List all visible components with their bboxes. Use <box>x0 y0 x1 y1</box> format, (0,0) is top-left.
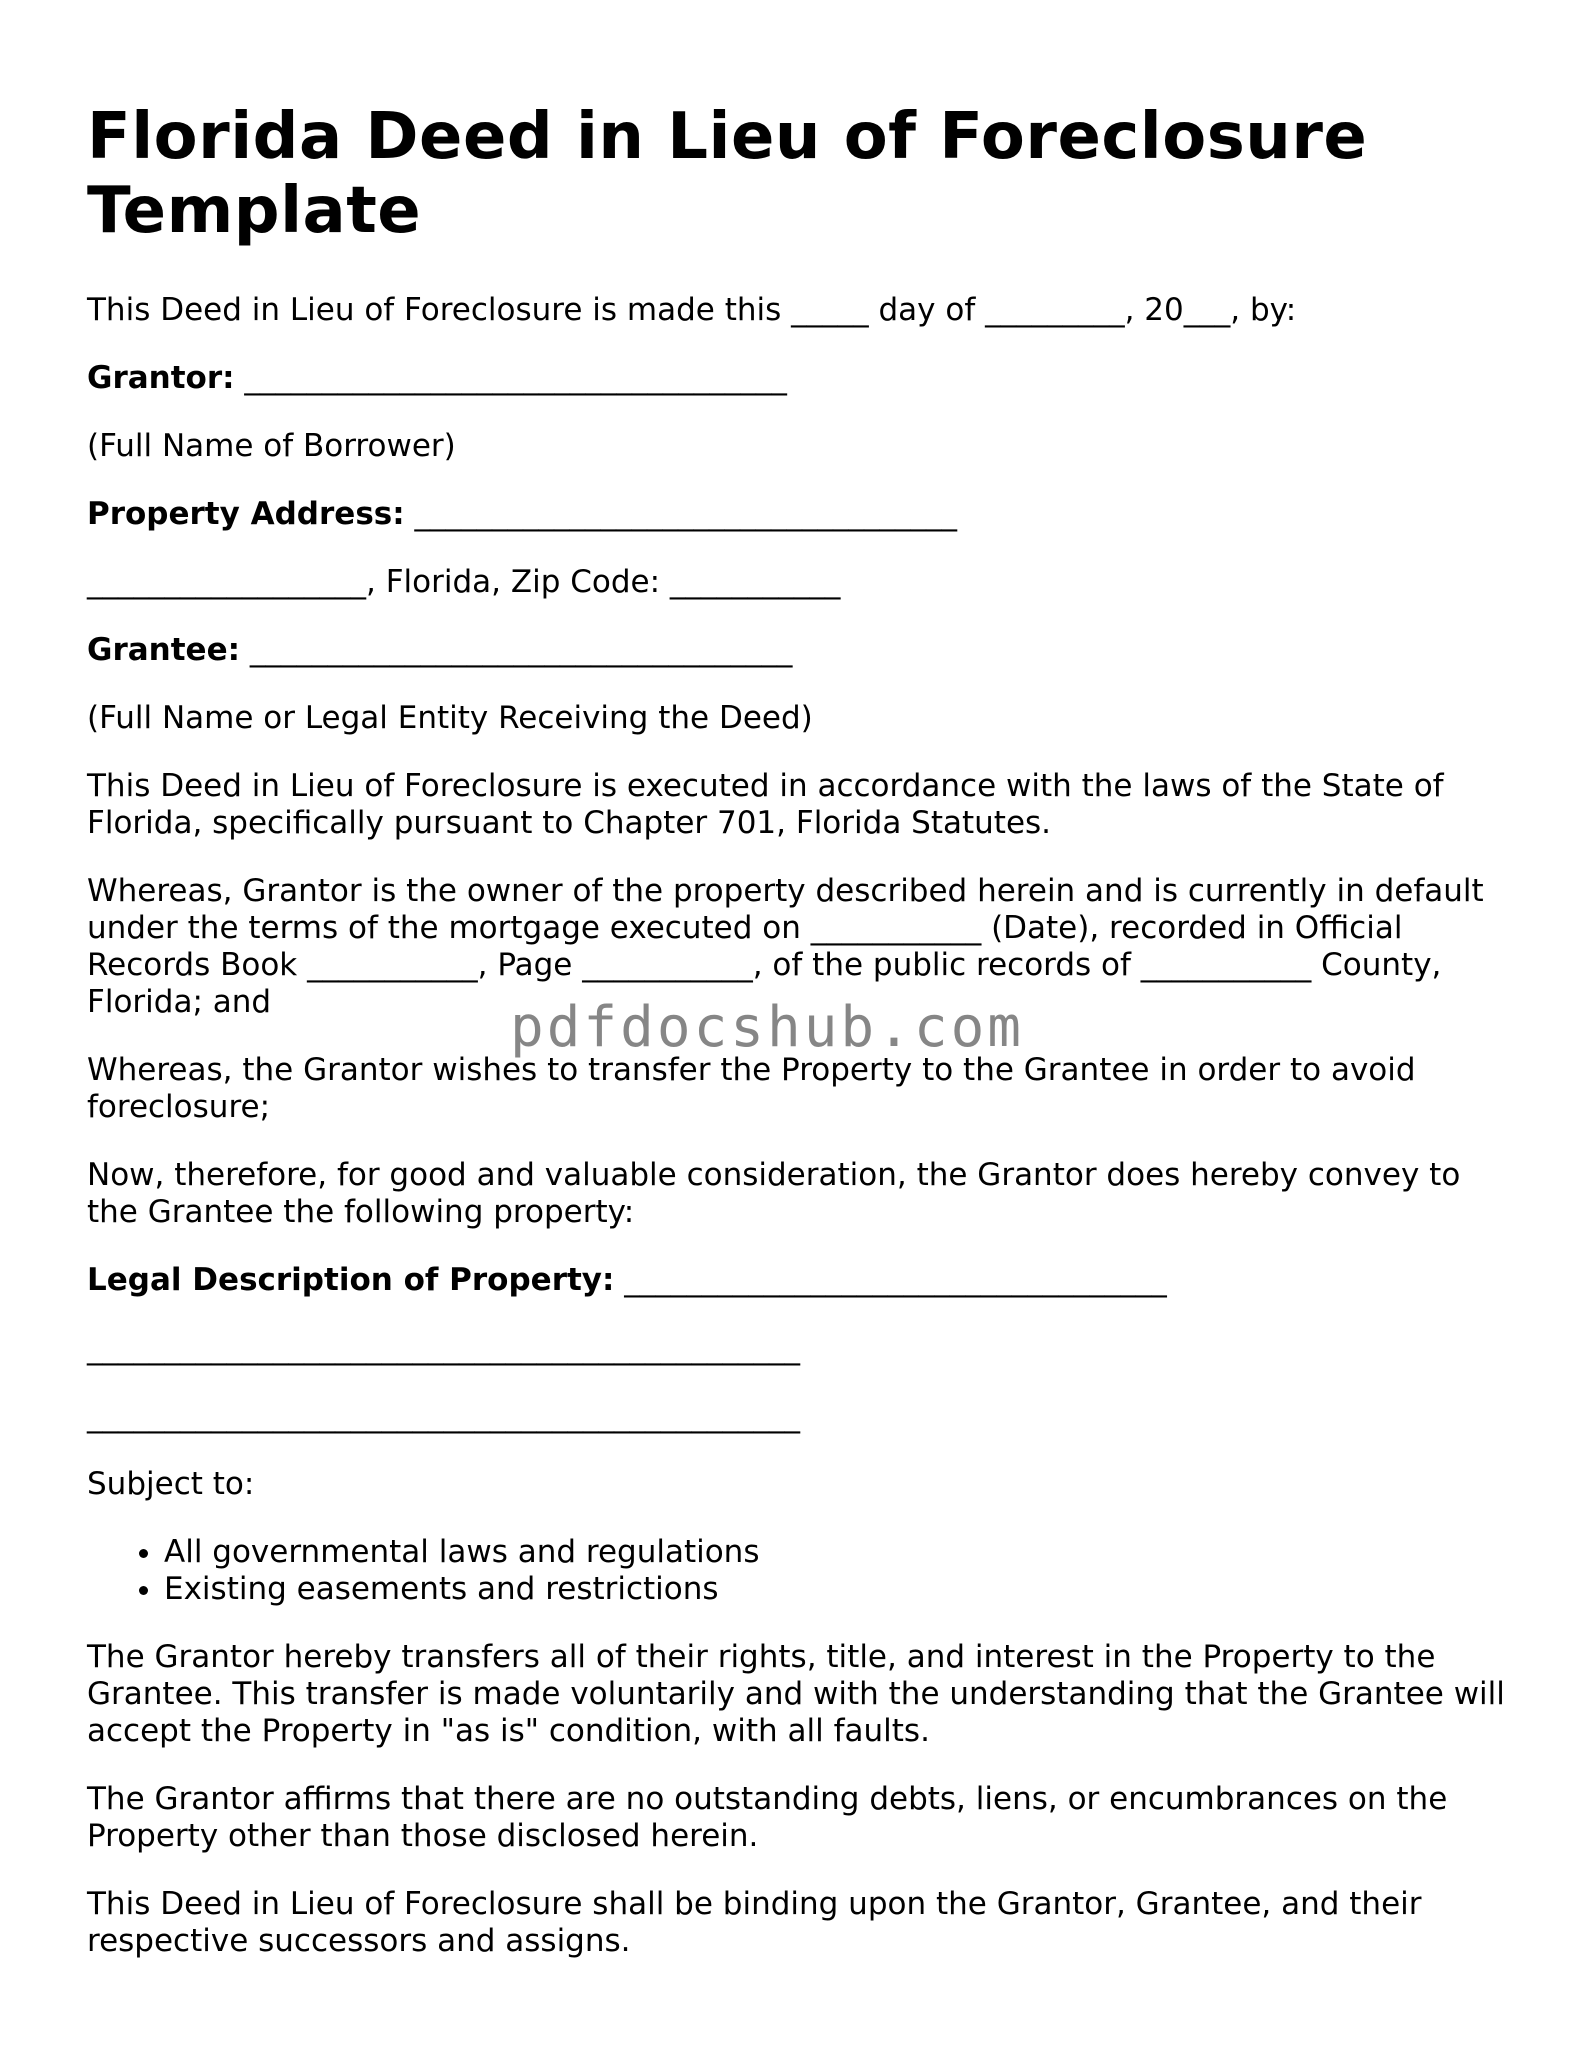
grantee-blank: ___________________________________ <box>240 632 793 668</box>
legal-description-blank: ___________________________________ <box>614 1262 1167 1298</box>
intro-paragraph: This Deed in Lieu of Foreclosure is made this _____ day of _________, 20___, by: <box>87 292 1297 328</box>
transfer-paragraph: The Grantor hereby transfers all of their rights, title, and interest in the Property to the Grantee. This transfer is made voluntarily and with the understanding that the Grantee will accept the Property in "as is" condition, with all faults. <box>87 1639 1505 1749</box>
grantor-blank: ___________________________________ <box>234 360 787 396</box>
document-title: Florida Deed in Lieu of Foreclosure Template <box>87 100 1368 248</box>
whereas-default-paragraph: Whereas, Grantor is the owner of the property described herein and is currently in default under the terms of the mortgage executed on ___________ (Date), recorded in Official Records Book ___________, Page ___________, of the public records of ___________ County, Florida; and <box>87 873 1484 1020</box>
now-therefore-paragraph: Now, therefore, for good and valuable consideration, the Grantor does hereby convey to the Grantee the following property: <box>87 1157 1461 1230</box>
grantee-label: Grantee: <box>87 632 240 668</box>
grantor-line <box>87 360 1517 397</box>
grantor-note: (Full Name of Borrower) <box>87 428 456 464</box>
whereas-transfer-paragraph: Whereas, the Grantor wishes to transfer the Property to the Grantee in order to avoid foreclosure; <box>87 1052 1416 1125</box>
legal-description-label: Legal Description of Property: <box>87 1262 615 1298</box>
binding-paragraph: This Deed in Lieu of Foreclosure shall be binding upon the Grantor, Grantee, and their respective successors and assigns. <box>87 1886 1422 1959</box>
property-address-line <box>87 496 1517 533</box>
property-address-label: Property Address: <box>87 496 405 532</box>
subject-to-label: Subject to: <box>87 1466 255 1502</box>
legal-description-line <box>87 1262 1517 1299</box>
affirm-paragraph: The Grantor affirms that there are no outstanding debts, liens, or encumbrances on the Property other than those disclosed herein. <box>87 1781 1448 1854</box>
legal-description-line-3: ______________________________________________ <box>87 1398 800 1434</box>
list-item: • All governmental laws and regulations <box>164 1534 1517 1571</box>
legal-description-line-2: ______________________________________________ <box>87 1330 800 1366</box>
grantor-label: Grantor: <box>87 360 235 396</box>
list-item: • Existing easements and restrictions <box>164 1571 1517 1608</box>
subject-to-list <box>87 1534 1517 1608</box>
grantee-line <box>87 632 1517 669</box>
grantee-note: (Full Name or Legal Entity Receiving the Deed) <box>87 700 813 736</box>
property-address-blank: ___________________________________ <box>404 496 957 532</box>
statute-paragraph: This Deed in Lieu of Foreclosure is executed in accordance with the laws of the State of Florida, specifically pursuant to Chapter 701, Florida Statutes. <box>87 768 1444 841</box>
watermark: pdfdocshub.com <box>510 995 1025 1060</box>
property-address-line-2: __________________, Florida, Zip Code: ___________ <box>87 564 841 600</box>
